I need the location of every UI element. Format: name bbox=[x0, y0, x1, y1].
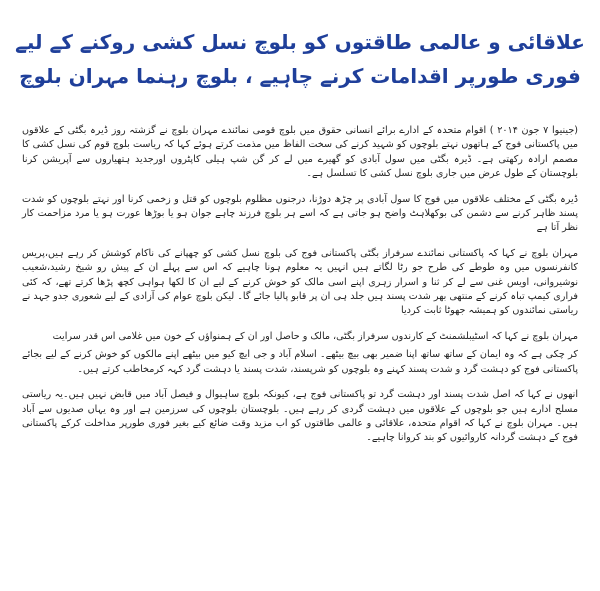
paragraph-3: مہران بلوچ نے کہا کہ پاکستانی نمائندے سرفراز بگٹی پاکستانی فوج کی بلوچ نسل کشی کو چھپانے کی ناکام کوشش کر رہے ہیں،پریس کانفرنسوں میں وہ طوطے کی طرح جو رٹا لگاتے ہیں انہیں یہ معلوم ہونا چاہیے کہ اس سے پہلے ان کے پیش رو شیخ رشید،شعیب نوشیروانی، اویس غنی سے لے کر ثنا و اسرار زہری اپنے اسی مالک کو خوش کرنے کے لیے ان کا لکھا ہواہی کچھ پڑھا کرتے تھے، کہ کئی فراری کیمپ تباہ کرنے کے منتھی بھر شدت پسند ہیں جلد ہی ان پر قابو پالیا جائے گا۔ لیکن بلوچ عوام کی آزادی کے لیے شعوری جدو جہد نے ریاستی نمائندوں کو ہمیشہ جھوٹا ثابت کردیا bbox=[22, 247, 578, 317]
paragraph-4: مہران بلوچ نے کہا کہ اسٹیبلشمنٹ کے کارندوں سرفراز بگٹی، مالک و حاصل اور ان کے ہمنواؤں کے خون میں غلامی اس قدر سرایت bbox=[52, 330, 578, 342]
article-body bbox=[22, 124, 578, 457]
headline-line-2: فوری طورپر اقدامات کرنے چاہیے ، بلوچ رہنما مہران بلوچ bbox=[19, 64, 581, 88]
paragraph-6: انھوں نے کہا کہ اصل شدت پسند اور دہشت گرد تو پاکستانی فوج ہے، کیونکہ بلوچ ساہیوال و فیصل آباد میں قابض نہیں ہیں۔یہ ریاستی مسلح ادارے ہیں جو بلوچوں کے علاقوں میں دہشت گردی کر رہے ہیں۔ بلوچستان بلوچوں کی سرزمین ہے اور وہ یہاں صدیوں سے آباد ہیں۔ مہران بلوچ نے کہا کہ اقوام متحدہ، علاقائی و عالمی طاقتوں کو اب مزید وقت ضائع کیے بغیر فوری طورپر مداخلت کرکے پاکستانی فوج کے دہشت گردانہ کاروائیوں کو بند کروانا چاہیے۔ bbox=[22, 389, 578, 444]
paragraph-1: (جینیوا ۷ جون ۲۰۱۴ ) اقوام متحدہ کے ادارے برائے انسانی حقوق میں بلوچ قومی نمائندے مہران بلوچ نے گزشتہ روز ڈیرہ بگٹی کے علاقوں میں پاکستانی فوج کے ہاتھوں نہتے بلوچوں کو شہید کرنے کی سخت الفاظ میں مذمت کرتے ہوئے کہا کہ ریاست بلوچ قوم کی نسل کشی کا مصمم ارادہ رکھتی ہے۔ ڈیرہ بگٹی میں سول آبادی کو گھیرے میں لے کر گن شپ ہیلی کاپٹروں اورجدید ہتھیاروں سے آپریشن کرنا بلوچستان کے طول عرض میں جاری بلوچ نسل کشی کا تسلسل ہے۔ bbox=[22, 125, 578, 180]
paragraph-5: کر چکی ہے کہ وہ ایمان کے ساتھ ساتھ اپنا ضمیر بھی بیچ بیٹھے۔ اسلام آباد و جی ایچ کیو میں بیٹھے اپنے مالکوں کو خوش کرنے کے لیے بجائے پاکستانی فوج کو دہشت گرد و شدت پسند کہنے وہ بلوچوں کو شرپسند، شدت پسند یا دہشت گرد کہہ کرمخاطب کرتے ہیں۔ bbox=[22, 349, 578, 375]
headline-line-1: علاقائی و عالمی طاقتوں کو بلوچ نسل کشی روکنے کے لیے bbox=[15, 30, 585, 54]
paragraph-2: ڈیرہ بگٹی کے مختلف علاقوں میں فوج کا سول آبادی پر چڑھ دوڑنا، درجنوں مظلوم بلوچوں کو قتل و زخمی کرنا اور نہتے بلوچوں کو شدت پسند ظاہر کرنے سے دشمن کی بوکھلاہٹ واضح ہو جاتی ہے کہ اسے ہر بلوچ فرزند چاہے جوان ہو یا بوڑھا عورت ہو یا مرد مزاحمت کار نظر آتا ہے bbox=[22, 193, 578, 234]
